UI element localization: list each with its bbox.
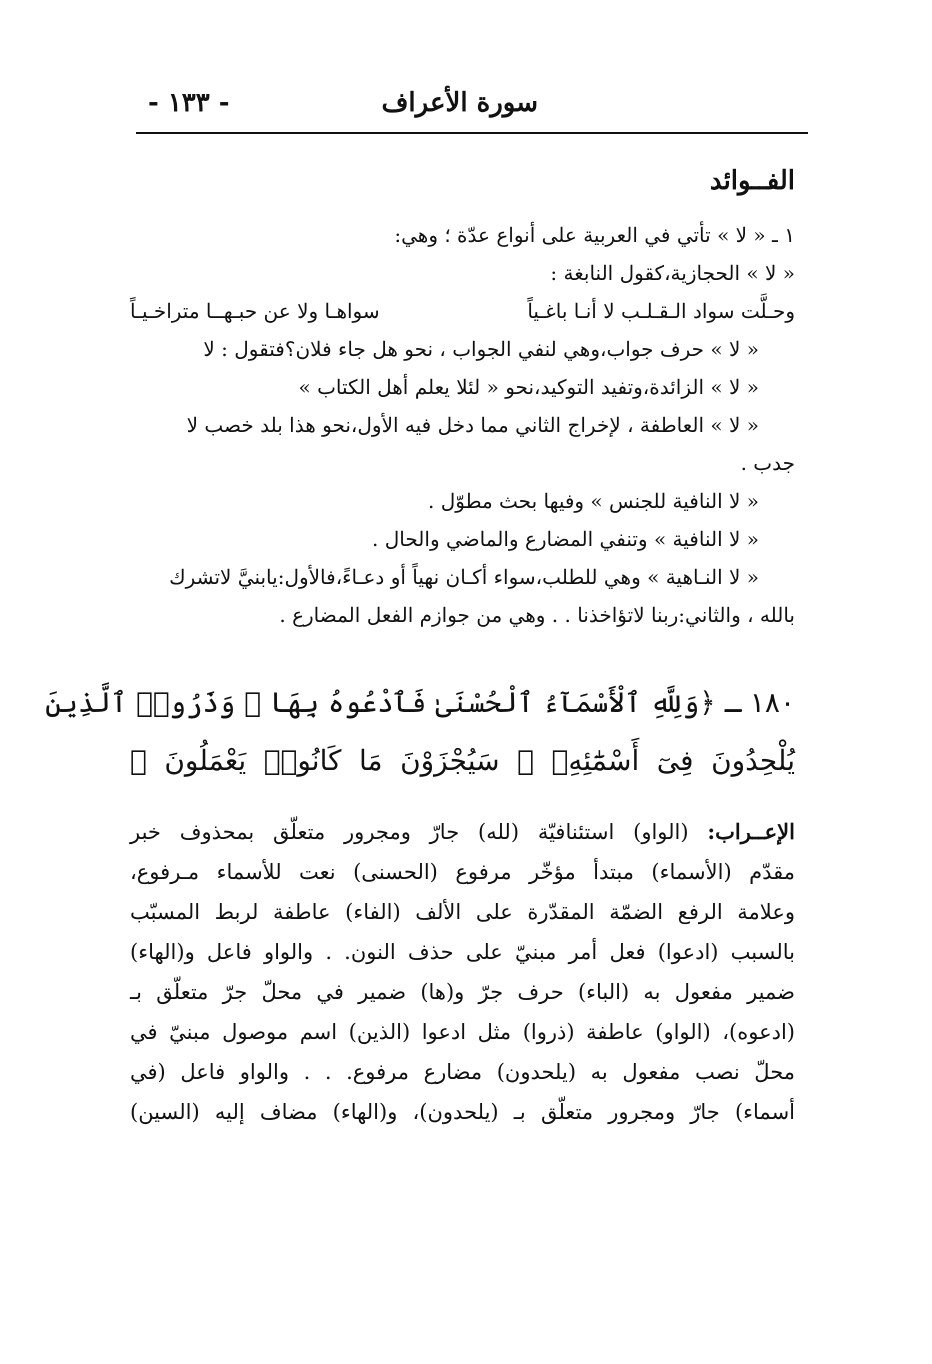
poetry-verse [130, 292, 795, 330]
fawaid-heading: الفــوائد [709, 166, 795, 196]
surah-title: سورة الأعراف [381, 88, 538, 118]
verse-hemistich-right: وحـلَّت سواد الـقـلـب لا أنـا باغـياً [527, 299, 795, 323]
ayah-line-2: يُلْحِدُونَ فِىٓ أَسْمَٰٓئِهِۦ ۚ سَيُجْزَوْنَ مَا كَانُوا۟ يَعْمَلُونَ ﴾ [130, 744, 795, 777]
irab-section [130, 812, 795, 1132]
header-divider [136, 132, 808, 134]
fawaid-nafiya-jins: « لا النافية للجنس » وفيها بحث مطوّل . [427, 489, 759, 513]
fawaid-jawab: « لا » حرف جواب،وهي لنفي الجواب ، نحو هل جاء فلان؟فتقول : لا [203, 337, 759, 361]
irab-line-5: ضمير مفعول به (الباء) حرف جرّ و(ها) ضمير في محلّ جرّ متعلّق بـ [130, 980, 795, 1004]
fawaid-intro: ١ ـ « لا » تأتي في العربية على أنواع عدّة ؛ وهي: [394, 223, 795, 247]
irab-line-7: محلّ نصب مفعول به (يلحدون) مضارع مرفوع. . . والواو فاعل (في [130, 1060, 795, 1084]
fawaid-nafiya: « لا النافية » وتنفي المضارع والماضي والحال . [372, 527, 759, 551]
irab-line-3: وعلامة الرفع الضمّة المقدّرة على الألف (الفاء) عاطفة لربط المسبّب [130, 900, 795, 924]
irab-label: الإعــراب: [707, 819, 795, 844]
irab-line-1 [130, 812, 795, 852]
verse-hemistich-left: سواهـا ولا عن حبـهــا متراخـيـاً [130, 299, 380, 323]
fawaid-atifa-line-2: جدب . [740, 451, 795, 475]
fawaid-hijaziya: « لا » الحجازية،كقول النابغة : [550, 261, 795, 285]
fawaid-nahiya-line-2: بالله ، والثاني:ربنا لاتؤاخذنا . . وهي من جوازم الفعل المضارع . [279, 603, 795, 627]
fawaid-nahiya-line-1: « لا النـاهية » وهي للطلب،سواء أكـان نهياً أو دعـاءً،فالأول:يابنيَّ لاتشرك [169, 565, 759, 589]
page-content [45, 160, 795, 1132]
fawaid-atifa-line-1: « لا » العاطفة ، لإخراج الثاني مما دخل فيه الأول،نحو هذا بلد خصب لا [186, 413, 759, 437]
page-number: - ١٣٣ - [148, 88, 230, 118]
irab-line-6: (ادعوه)، (الواو) عاطفة (ذروا) مثل ادعوا (الذين) اسم موصول مبنيّ في [130, 1020, 795, 1044]
irab-line-2: مقدّم (الأسماء) مبتدأ مؤخّر مرفوع (الحسنى) نعت للأسماء مـرفوع، [130, 860, 795, 884]
ayah-line-1: ١٨٠ ـ ﴿وَلِلَّهِ ٱلْأَسْمَآءُ ٱلْحُسْنَىٰ فَٱدْعُوهُ بِهَا ۖ وَذَرُوا۟ ٱلَّذِينَ [45, 686, 795, 719]
fawaid-zaida: « لا » الزائدة،وتفيد التوكيد،نحو « لئلا يعلم أهل الكتاب » [298, 375, 759, 399]
page-header [136, 86, 808, 130]
irab-line-1-text: (الواو) استئنافيّة (لله) جارّ ومجرور متعلّق بمحذوف خبر [130, 820, 708, 844]
irab-line-8: أسماء) جارّ ومجرور متعلّق بـ (يلحدون)، و(الهاء) مضاف إليه (السين) [130, 1100, 795, 1124]
irab-line-4: بالسبب (ادعوا) فعل أمر مبنيّ على حذف النون. . والواو فاعل و(الهاء) [130, 940, 795, 964]
